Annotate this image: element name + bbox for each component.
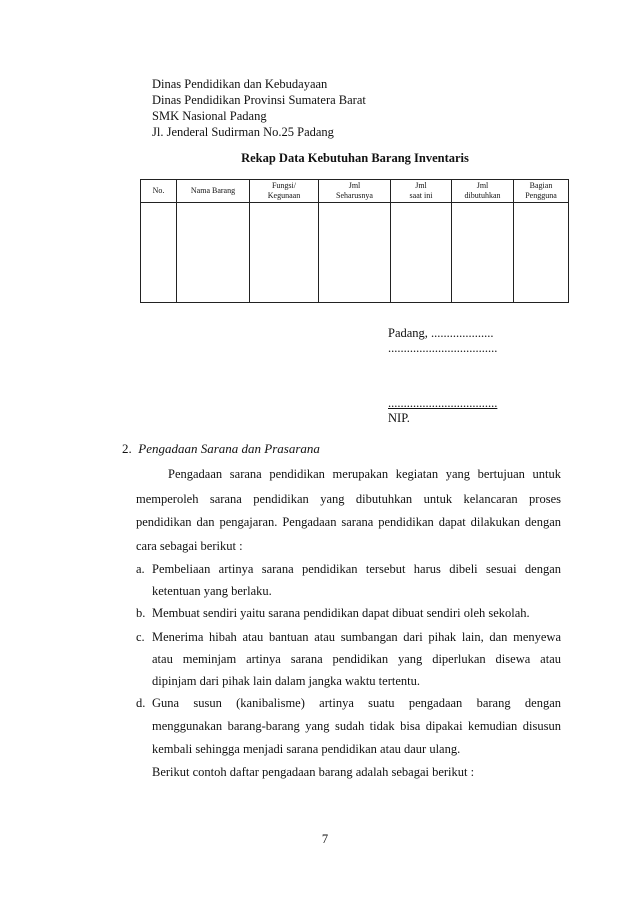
col-header-jml-saat-ini bbox=[391, 180, 452, 203]
header-line-3: SMK Nasional Padang bbox=[152, 109, 267, 123]
signature-place-date: Padang, .................... bbox=[388, 326, 494, 340]
col-header-no bbox=[141, 180, 177, 203]
col-header-text: Jml bbox=[476, 181, 489, 190]
col-header-text: Jml bbox=[415, 181, 427, 190]
recap-title: Rekap Data Kebutuhan Barang Inventaris bbox=[241, 151, 469, 165]
table-cell bbox=[250, 203, 319, 303]
section-number: 2. bbox=[122, 441, 132, 456]
table-cell bbox=[452, 203, 514, 303]
col-header-text: No. bbox=[152, 186, 165, 195]
paragraph-line: pendidikan dan pengajaran. Pengadaan sarana pendidikan dapat dilakukan dengan bbox=[136, 515, 561, 529]
col-header-text: Bagian bbox=[529, 181, 553, 190]
col-header-bagian-pengguna bbox=[514, 180, 569, 203]
col-header-jml-seharusnya bbox=[319, 180, 391, 203]
paragraph-line: cara sebagai berikut : bbox=[136, 539, 243, 553]
list-item-line: dipinjam dari pihak lain dalam jangka waktu tertentu. bbox=[152, 674, 420, 688]
col-header-text: Nama Barang bbox=[190, 186, 236, 195]
list-item-line: atau meminjam artinya sarana pendidikan yang diperlukan disewa atau bbox=[152, 652, 561, 666]
col-header-text: Kegunaan bbox=[267, 191, 301, 200]
signature-title-line: ................................... bbox=[388, 341, 498, 355]
header-line-2: Dinas Pendidikan Provinsi Sumatera Barat bbox=[152, 93, 366, 107]
paragraph-line: memperoleh sarana pendidikan yang dibutuhkan untuk kelancaran proses bbox=[136, 492, 561, 506]
table-row bbox=[141, 203, 569, 303]
col-header-text: Fungsi/ bbox=[271, 181, 296, 190]
col-header-text: saat ini bbox=[409, 191, 433, 200]
list-marker: a. bbox=[136, 562, 145, 576]
section-title: Pengadaan Sarana dan Prasarana bbox=[138, 441, 320, 456]
list-item-line: kembali sehingga menjadi sarana pendidikan atau daur ulang. bbox=[152, 742, 461, 756]
table-header-row bbox=[141, 180, 569, 203]
table-cell bbox=[514, 203, 569, 303]
page-number: 7 bbox=[321, 832, 329, 846]
header-line-4: Jl. Jenderal Sudirman No.25 Padang bbox=[152, 125, 334, 139]
list-marker: c. bbox=[136, 630, 145, 644]
col-header-text: dibutuhkan bbox=[464, 191, 501, 200]
paragraph-line: Pengadaan sarana pendidikan merupakan kegiatan yang bertujuan untuk bbox=[168, 467, 561, 481]
col-header-text: Pengguna bbox=[525, 191, 557, 200]
header-line-1: Dinas Pendidikan dan Kebudayaan bbox=[152, 77, 328, 91]
list-item-line: ketentuan yang berlaku. bbox=[152, 584, 272, 598]
list-marker: b. bbox=[136, 606, 146, 620]
section-heading bbox=[122, 441, 320, 457]
list-item-line: Menerima hibah atau bantuan atau sumbangan dari pihak lain, dan menyewa bbox=[152, 630, 561, 644]
list-marker: d. bbox=[136, 696, 146, 710]
table-cell bbox=[391, 203, 452, 303]
col-header-jml-dibutuhkan bbox=[452, 180, 514, 203]
recap-table bbox=[140, 179, 569, 303]
list-item-line: Pembeliaan artinya sarana pendidikan tersebut harus dibeli sesuai dengan bbox=[152, 562, 561, 576]
signature-name-line: ................................... bbox=[388, 396, 498, 410]
list-item-line: Membuat sendiri yaitu sarana pendidikan dapat dibuat sendiri oleh sekolah. bbox=[152, 606, 530, 620]
table-cell bbox=[141, 203, 177, 303]
list-item-line: menggunakan barang-barang yang sudah tidak bisa dipakai kemudian disusun bbox=[152, 719, 561, 733]
list-item-line: Guna susun (kanibalisme) artinya suatu pengadaan barang dengan bbox=[152, 696, 561, 710]
closing-line: Berikut contoh daftar pengadaan barang adalah sebagai berikut : bbox=[152, 765, 475, 779]
col-header-fungsi bbox=[250, 180, 319, 203]
table-cell bbox=[319, 203, 391, 303]
col-header-nama-barang bbox=[177, 180, 250, 203]
col-header-text: Seharusnya bbox=[336, 191, 373, 200]
signature-nip: NIP. bbox=[388, 411, 410, 425]
table-cell bbox=[177, 203, 250, 303]
col-header-text: Jml bbox=[348, 181, 361, 190]
